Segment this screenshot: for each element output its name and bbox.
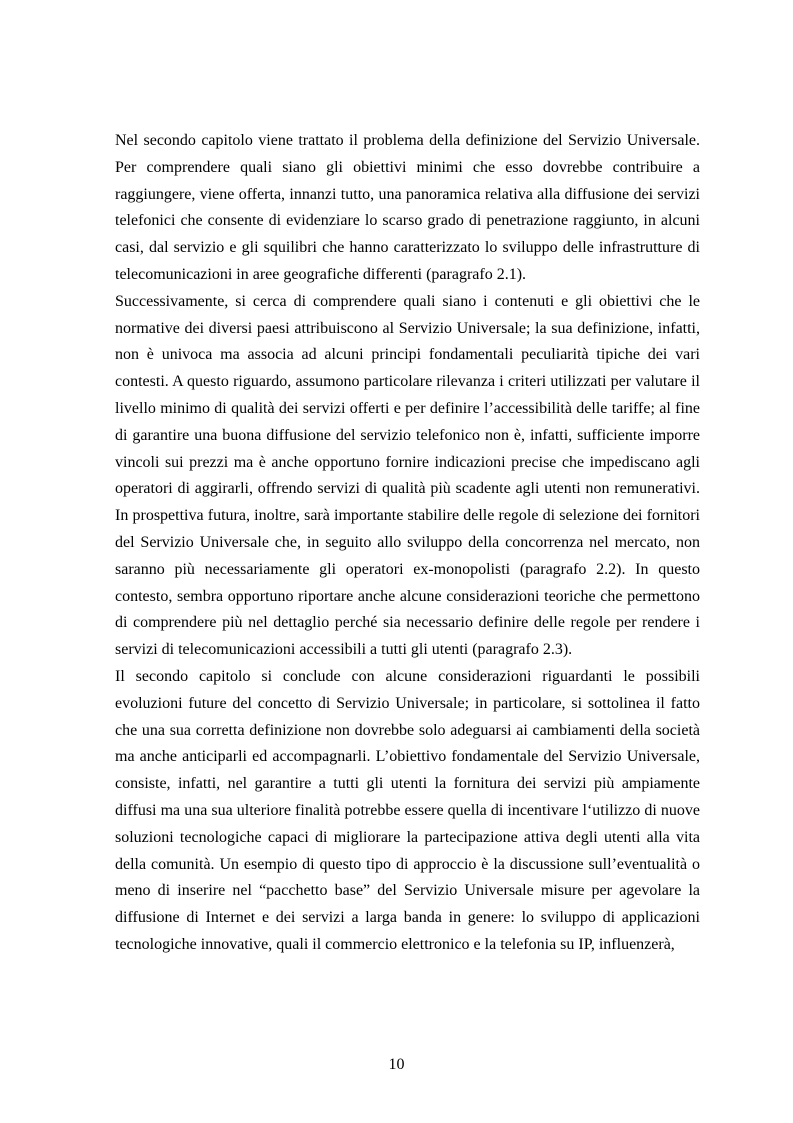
paragraph-chapter-two-intro: Nel secondo capitolo viene trattato il problema della definizione del Servizio Universale. Per comprendere quali siano gli obiettivi minimi che esso dovrebbe contribuire a raggiungere, viene offerta, innanzi tutto, una panoramica relativa alla diffusione dei servizi telefonici che consente di evidenziare lo scarso grado di penetrazione raggiunto, in alcuni casi, dal servizio e gli squilibri che hanno caratterizzato lo sviluppo delle infrastrutture di telecomunicazioni in aree geografiche differenti (paragrafo 2.1). (115, 132, 700, 283)
paragraph-future-evolutions: Il secondo capitolo si conclude con alcune considerazioni riguardanti le possibili evoluzioni future del concetto di Servizio Universale; in particolare, si sottolinea il fatto che una sua corretta definizione non dovrebbe solo adeguarsi ai cambiamenti della società ma anche anticiparli ed accompagnarli. L’obiettivo fondamentale del Servizio Universale, consiste, infatti, nel garantire a tutti gli utenti la fornitura dei servizi più ampiamente diffusi ma una sua ulteriore finalità potrebbe essere quella di incentivare l‘utilizzo di nuove soluzioni tecnologiche capaci di migliorare la partecipazione attiva degli utenti alla vita della comunità. Un esempio di questo tipo di approccio è la discussione sull’eventualità o meno di inserire nel “pacchetto base” del Servizio Universale misure per agevolare la diffusione di Internet e dei servizi a larga banda in genere: lo sviluppo di applicazioni tecnologiche innovative, quali il commercio elettronico e la telefonia su IP, influenzerà, (115, 667, 700, 953)
page-number: 10 (388, 1056, 405, 1073)
paragraph-definition-content: Successivamente, si cerca di comprendere quali siano i contenuti e gli obiettivi che le normative dei diversi paesi attribuiscono al Servizio Universale; la sua definizione, infatti, non è univoca ma associa ad alcuni principi fondamentali peculiarità tipiche dei vari contesti. A questo riguardo, assumono particolare rilevanza i criteri utilizzati per valutare il livello minimo di qualità dei servizi offerti e per definire l’accessibilità delle tariffe; al fine di garantire una buona diffusione del servizio telefonico non è, infatti, sufficiente imporre vincoli sui prezzi ma è anche opportuno fornire indicazioni precise che impediscano agli operatori di aggirarli, offrendo servizi di qualità più scadente agli utenti non remunerativi. In prospettiva futura, inoltre, sarà importante stabilire delle regole di selezione dei fornitori del Servizio Universale che, in seguito allo sviluppo della concorrenza nel mercato, non saranno più necessariamente gli operatori ex-monopolisti (paragrafo 2.2). In questo contesto, sembra opportuno riportare anche alcune considerazioni teoriche che permettono di comprendere più nel dettaglio perché sia necessario definire delle regole per rendere i servizi di telecomunicazioni accessibili a tutti gli utenti (paragrafo 2.3). (115, 292, 700, 659)
body-text (115, 128, 700, 959)
